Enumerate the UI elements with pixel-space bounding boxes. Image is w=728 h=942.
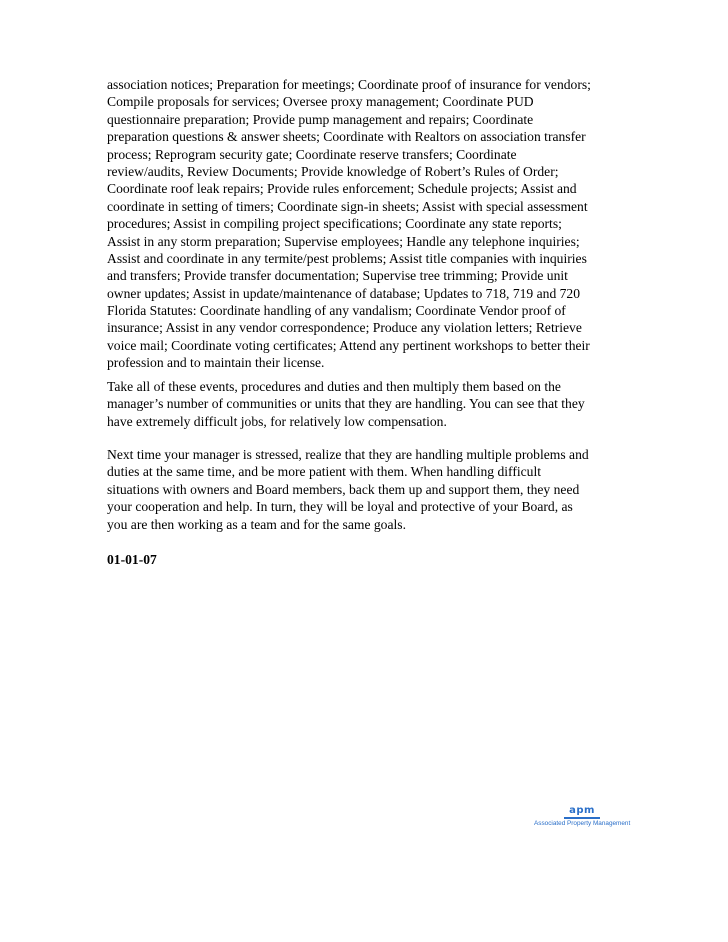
logo-underline: [564, 817, 600, 819]
text-line: preparation questions & answer sheets; Coordinate with Realtors on association transfer: [107, 129, 586, 145]
text-line: your cooperation and help. In turn, they will be loyal and protective of your Board, as: [107, 499, 573, 515]
text-line: process; Reprogram security gate; Coordinate reserve transfers; Coordinate: [107, 146, 517, 162]
text-line: Next time your manager is stressed, realize that they are handling multiple problems and: [107, 447, 589, 462]
text-line: association notices; Preparation for meetings; Coordinate proof of insurance for vendors;: [107, 77, 591, 92]
paragraph-be-patient: [107, 446, 627, 533]
logo-company-name: Associated Property Management: [534, 820, 631, 827]
text-line: have extremely difficult jobs, for relatively low compensation.: [107, 413, 447, 429]
text-line: situations with owners and Board members, back them up and support them, they need: [107, 481, 580, 497]
text-line: profession and to maintain their license.: [107, 355, 325, 371]
paragraph-duties-list: [107, 76, 627, 372]
text-line: review/audits, Review Documents; Provide knowledge of Robert’s Rules of Order;: [107, 163, 559, 179]
company-logo: [534, 805, 631, 828]
document-date: 01-01-07: [107, 552, 157, 567]
text-line: coordinate in setting of timers; Coordinate sign-in sheets; Assist with special assessment: [107, 198, 588, 214]
logo-mark: apm: [569, 805, 595, 816]
text-line: and transfers; Provide transfer documentation; Supervise tree trimming; Provide unit: [107, 268, 568, 284]
text-line: Compile proposals for services; Oversee proxy management; Coordinate PUD: [107, 94, 534, 110]
text-line: Florida Statutes: Coordinate handling of any vandalism; Coordinate Vendor proof of: [107, 303, 566, 319]
text-line: procedures; Assist in compiling project specifications; Coordinate any state reports;: [107, 216, 562, 232]
text-line: Assist in any storm preparation; Supervise employees; Handle any telephone inquiries;: [107, 233, 580, 249]
text-line: questionnaire preparation; Provide pump management and repairs; Coordinate: [107, 111, 534, 127]
text-line: you are then working as a team and for the same goals.: [107, 516, 406, 532]
text-line: insurance; Assist in any vendor correspondence; Produce any violation letters; Retrieve: [107, 320, 582, 336]
text-line: duties at the same time, and be more patient with them. When handling difficult: [107, 464, 542, 480]
text-line: manager’s number of communities or units that they are handling. You can see that they: [107, 396, 585, 412]
text-line: owner updates; Assist in update/maintenance of database; Updates to 718, 719 and 720: [107, 285, 581, 301]
text-line: Assist and coordinate in any termite/pest problems; Assist title companies with inquiries: [107, 250, 587, 266]
paragraph-multiply-duties: [107, 378, 627, 430]
text-line: Take all of these events, procedures and duties and then multiply them based on the: [107, 379, 561, 394]
text-line: voice mail; Coordinate voting certificates; Attend any pertinent workshops to better their: [107, 337, 590, 353]
text-line: Coordinate roof leak repairs; Provide rules enforcement; Schedule projects; Assist and: [107, 181, 577, 197]
